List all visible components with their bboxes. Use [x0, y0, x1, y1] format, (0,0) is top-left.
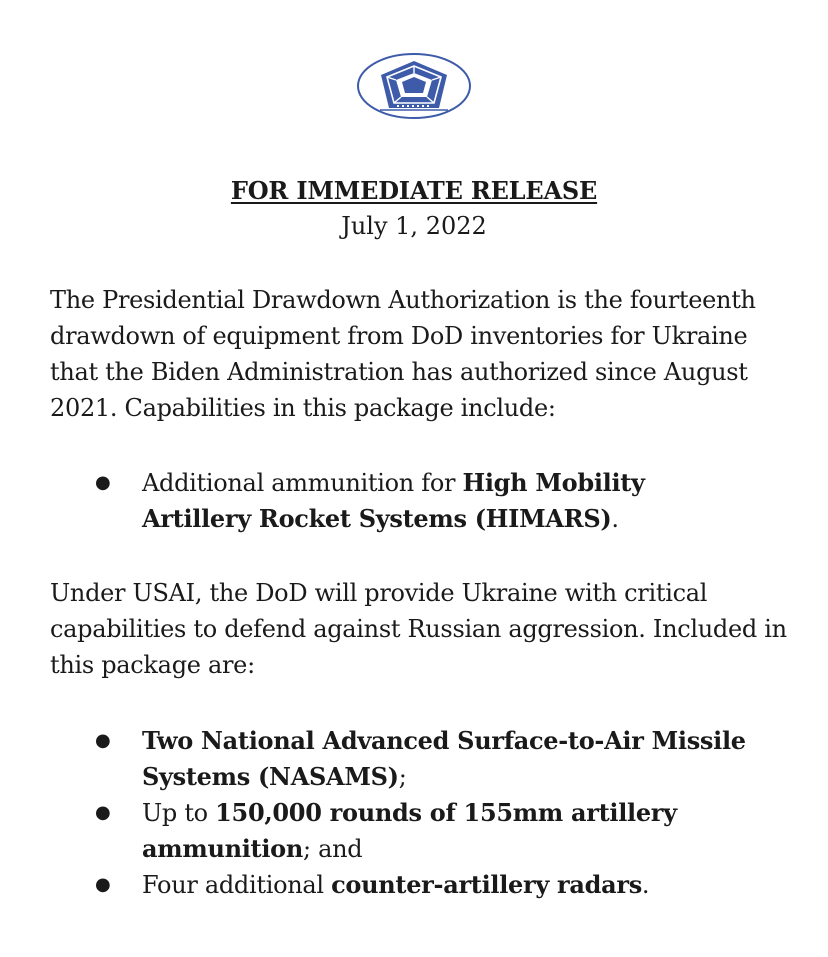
- intro-paragraph: The Presidential Drawdown Authorization is the fourteenth drawdown of equipment from DoD inventories for Ukraine that the Biden Administration has authorized since August 2021. Capabilities in this package include:: [50, 286, 756, 422]
- list-item-text: Four additional counter-artillery radars.: [142, 870, 650, 899]
- list-item: [95, 867, 755, 903]
- list-item-text: Two National Advanced Surface-to-Air Missile Systems (NASAMS);: [142, 726, 746, 791]
- bullet-icon: ●: [95, 472, 111, 493]
- release-label: FOR IMMEDIATE RELEASE: [230, 176, 598, 205]
- list-item: [95, 723, 755, 795]
- list-item: [95, 465, 755, 537]
- bullet-icon: ●: [95, 874, 111, 895]
- list-item-text: Up to 150,000 rounds of 155mm artillery ammunition; and: [142, 798, 677, 863]
- bullet-icon: ●: [95, 802, 111, 823]
- usai-capabilities-list: [95, 723, 755, 903]
- pentagon-seal-icon: [356, 52, 472, 120]
- release-date: July 1, 2022: [341, 212, 487, 240]
- list-item: [95, 795, 755, 867]
- release-header: [0, 176, 828, 244]
- bullet-icon: ●: [95, 730, 111, 751]
- usai-paragraph: Under USAI, the DoD will provide Ukraine with critical capabilities to defend against Russian aggression. Included in this package are:: [50, 579, 787, 679]
- pda-capabilities-list: [95, 465, 755, 537]
- list-item-text: Additional ammunition for High Mobility Artillery Rocket Systems (HIMARS).: [142, 468, 645, 533]
